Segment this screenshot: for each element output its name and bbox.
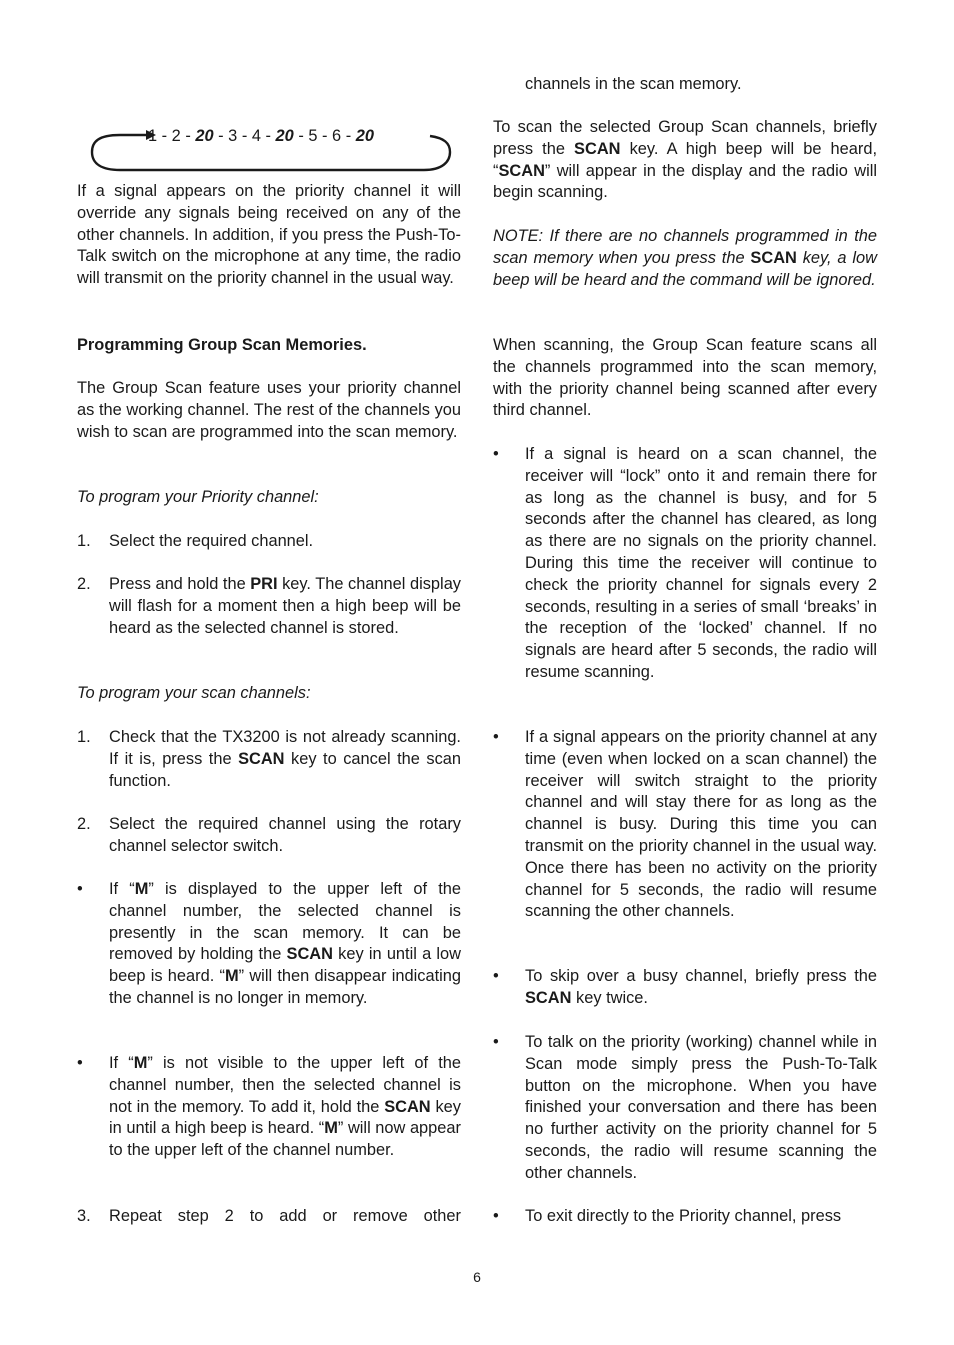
- scan-subheading: To program your scan channels:: [77, 684, 311, 702]
- exit-bullet: • To exit directly to the Priority channel, press: [493, 1207, 842, 1225]
- scan-key: SCAN: [525, 988, 572, 1007]
- scan-key: SCAN: [574, 139, 621, 158]
- page-number: 6: [473, 1269, 481, 1285]
- scan-key: SCAN: [286, 945, 333, 964]
- pri-key: PRI: [250, 575, 278, 593]
- lock-bullet: • If a signal is heard on a scan channel, the receiver will “lock” onto it and remain there for as long as the channel is busy, and for 5 seconds after the channel has cleared, as long as there are no signals on the priority channel. During this time the receiver will continue to check the priority channel for signals every 2 seconds, resulting in a series of small ‘breaks’ in the reception of the ‘locked’ channel. If no signals are heard after 5 seconds, the radio will resume scanning.: [493, 445, 877, 681]
- priority-step-2: 2. Press and hold the PRI key. The channel display will flash for a moment then a high beep will be heard as the selected channel is stored.: [77, 575, 462, 637]
- scan-step-3: 3. Repeat step 2 to add or remove other: [77, 1207, 461, 1225]
- group-scan-paragraph: The Group Scan feature uses your priority channel as the working channel. The rest of the channels you wish to scan are programmed into the scan memory.: [77, 379, 461, 441]
- scan-step-2: 2. Select the required channel using the rotary channel selector switch.: [77, 815, 461, 855]
- scan-key: SCAN: [238, 749, 285, 768]
- continuation-text: channels in the scan memory.: [525, 75, 742, 93]
- intro-paragraph: If a signal appears on the priority channel it will override any signals being received on any of the other channels. In addition, if you press the Push-To-Talk switch on the microphone at any time, the radio will transmit on the priority channel in the usual way.: [77, 182, 461, 288]
- to-scan-paragraph: To scan the selected Group Scan channels, briefly press the SCAN key. A high beep will be heard, “SCAN” will appear in the display and the radio will begin scanning.: [493, 118, 877, 202]
- memory-bullet-add: • If “M” is not visible to the upper left of the channel number, then the selected channel is not in the memory. To add it, hold the SCAN key in until a high beep is heard. “M” will now appear to the upper left of the channel number.: [77, 1054, 461, 1160]
- priority-step-1: 1. Select the required channel.: [77, 532, 314, 550]
- scan-key: SCAN: [384, 1097, 431, 1116]
- scan-step-1: 1. Check that the TX3200 is not already scanning. If it is, press the SCAN key to cancel the scan function.: [77, 728, 461, 790]
- talk-bullet: • To talk on the priority (working) channel while in Scan mode simply press the Push-To-Talk button on the microphone. When you have finished your conversation and there has been no further activity on the priority channel for 5 seconds, the radio will resume scanning the other channels.: [493, 1033, 877, 1182]
- scan-key: SCAN: [750, 248, 797, 267]
- priority-signal-bullet: • If a signal appears on the priority channel at any time (even when locked on a scan channel) the receiver will switch straight to the priority channel and will stay there for as long as the channel is busy. During this time you can transmit on the priority channel in the usual way. Once there has been no activity on the priority channel for 5 seconds, the radio will resume scanning the other channels.: [493, 728, 877, 921]
- priority-subheading: To program your Priority channel:: [77, 488, 319, 506]
- note-paragraph: NOTE: If there are no channels programmed in the scan memory when you press the SCAN key, a low beep will be heard and the command will be ignored.: [493, 227, 877, 289]
- memory-bullet-remove: • If “M” is displayed to the upper left of the channel number, the selected channel is presently in the scan memory. It can be removed by holding the SCAN key in until a low beep is heard. “M” will then disappear indicating the channel is no longer in memory.: [77, 880, 461, 1007]
- skip-bullet: • To skip over a busy channel, briefly press the SCAN key twice.: [493, 967, 877, 1007]
- scan-sequence: 1 - 2 - 20 - 3 - 4 - 20 - 5 - 6 - 20: [148, 127, 374, 145]
- section-heading: Programming Group Scan Memories.: [77, 336, 367, 354]
- when-scanning-paragraph: When scanning, the Group Scan feature scans all the channels programmed into the scan memory, with the priority channel being scanned after every third channel.: [493, 336, 877, 420]
